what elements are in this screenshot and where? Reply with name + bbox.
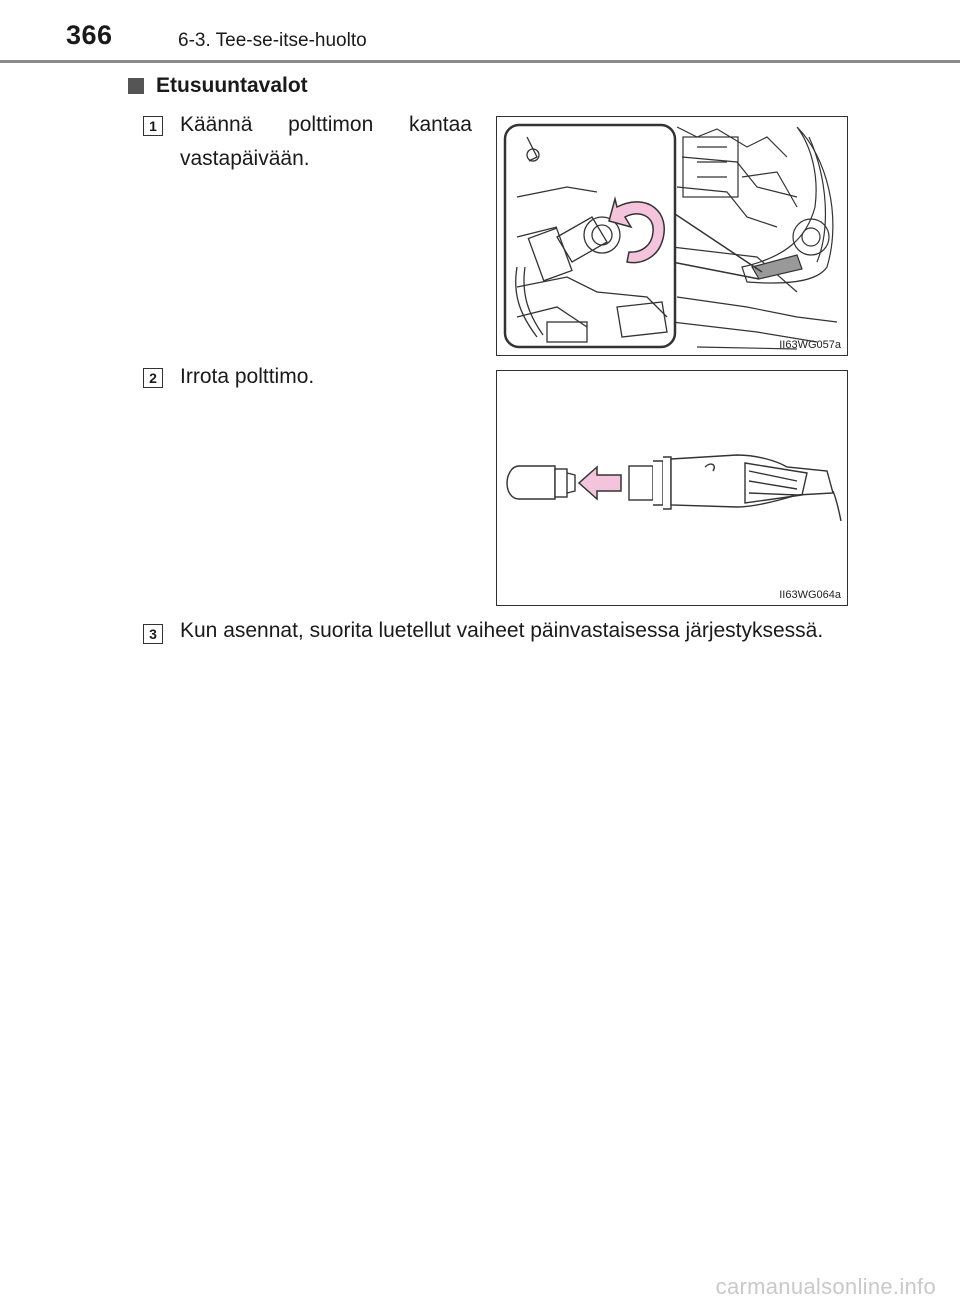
page-header	[0, 0, 960, 64]
figure-bulb-socket-rotate	[496, 116, 848, 356]
step-3-badge: 3	[143, 624, 163, 644]
pull-arrow-icon	[579, 467, 621, 499]
bulb-removal-illustration	[497, 371, 846, 604]
chapter-title: 6-3. Tee-se-itse-huolto	[178, 30, 367, 51]
step-1-text: Käännä polttimon kantaa vastapäivään.	[180, 113, 472, 170]
step-3-text: Kun asennat, suorita luetellut vaiheet päinvastaisessa järjestyksessä.	[180, 619, 824, 642]
section-title: Etusuuntavalot	[156, 74, 308, 97]
step-2-text: Irrota polttimo.	[180, 365, 315, 388]
section-square-icon	[128, 78, 144, 94]
figure-remove-bulb	[496, 370, 848, 606]
watermark: carmanualsonline.info	[715, 1274, 936, 1299]
step-1-badge: 1	[143, 116, 163, 136]
page-number: 366	[66, 20, 113, 50]
section-heading	[128, 74, 308, 98]
figure-code: II63WG057a	[779, 339, 841, 351]
figure-code: II63WG064a	[779, 589, 841, 601]
step-2-badge: 2	[143, 368, 163, 388]
header-divider	[0, 60, 960, 63]
headlight-illustration	[497, 117, 846, 354]
